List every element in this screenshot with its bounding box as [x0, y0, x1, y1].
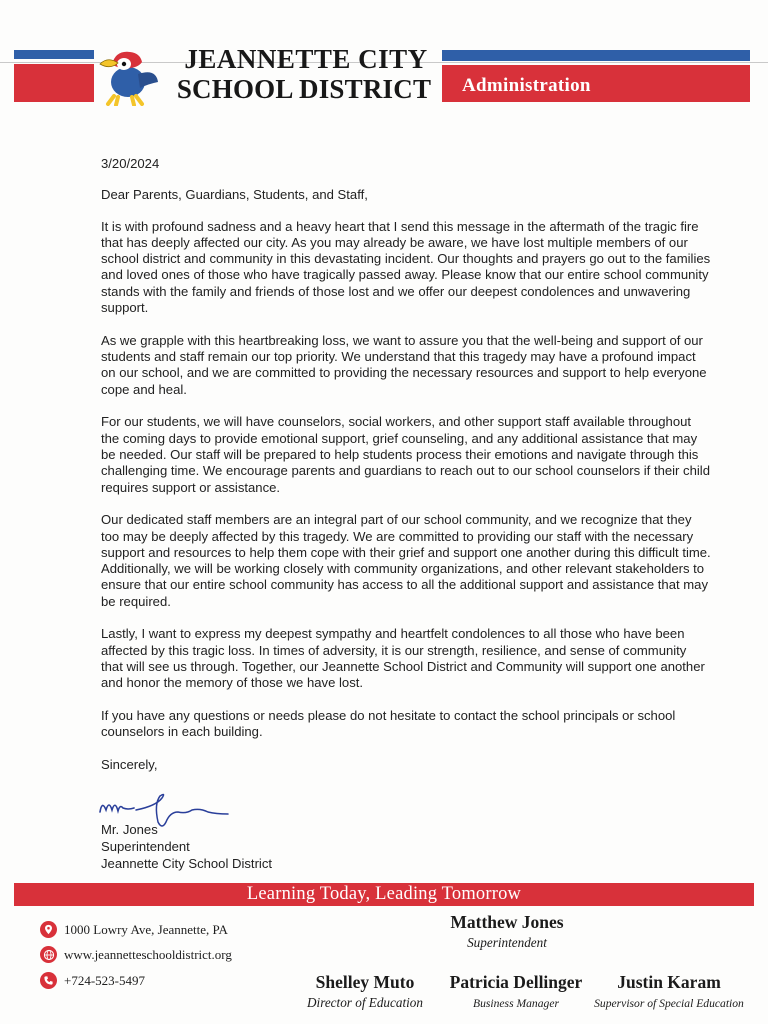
staff-name: Matthew Jones — [450, 912, 564, 932]
letter-closing: Sincerely, — [101, 756, 158, 772]
district-name-line2: SCHOOL DISTRICT — [176, 74, 432, 104]
letter-paragraph: For our students, we will have counselors, social workers, and other support staff available throughout the coming days to provide emotional support, grief counseling, and any additional assistance that may be needed. Our staff will be prepared to help students process their emotions and navigate through this challenging time. We encourage parents and guardians to reach out to our school counselors if their child requires support or assistance. — [101, 414, 710, 495]
staff-title: Superintendent — [467, 935, 547, 950]
signer-title: Superintendent — [101, 838, 190, 854]
website-link[interactable]: www.jeannetteschooldistrict.org — [64, 946, 232, 962]
contact-address — [40, 921, 228, 938]
staff-name: Patricia Dellinger — [449, 972, 583, 992]
staff-title: Business Manager — [473, 997, 559, 1010]
globe-icon — [40, 946, 57, 963]
jayhawk-mascot-icon — [94, 44, 162, 106]
letter-paragraph: As we grapple with this heartbreaking loss, we want to assure you that the well-being and support of our students and staff remain our top priority. We understand that this tragedy may have a profound impact on our school, and we are committed to providing the necessary resources and support to help everyone cope and heal. — [101, 332, 707, 397]
letter-salutation: Dear Parents, Guardians, Students, and Staff, — [101, 187, 368, 203]
address-text: 1000 Lowry Ave, Jeannette, PA — [64, 921, 228, 937]
signer-name: Mr. Jones — [101, 822, 158, 837]
motto-text: Learning Today, Leading Tomorrow — [246, 884, 522, 904]
staff-special-education — [578, 972, 760, 1012]
letter-paragraph: It is with profound sadness and a heavy heart that I send this message in the aftermath of the tragic fire that has deeply affected our city. As you may already be aware, we have lost multiple members of our school district and community in this devastating incident. Our thoughts and prayers go out to the families and loved ones of those who have tragically passed away. Please know that our entire school community stands with the family and friends of those lost and we offer our deepest condolences and unwavering support. — [101, 218, 711, 316]
phone-icon — [40, 972, 57, 989]
letter-paragraph: If you have any questions or needs please do not hesitate to contact the school principals or school counselors in each building. — [101, 707, 676, 740]
signer-organization: Jeannette City School District — [101, 855, 273, 871]
motto-banner — [14, 883, 754, 906]
contact-website — [40, 946, 232, 963]
district-name — [166, 46, 442, 103]
department-label: Administration — [462, 75, 591, 96]
staff-title: Director of Education — [307, 995, 423, 1010]
staff-title: Supervisor of Special Education — [594, 997, 744, 1010]
phone-text: +724-523-5497 — [64, 972, 145, 988]
staff-name: Justin Karam — [617, 972, 721, 992]
staff-business-manager — [436, 972, 596, 1012]
letter-body — [101, 156, 711, 773]
letter-paragraph: Lastly, I want to express my deepest sympathy and heartfelt condolences to all those who have been affected by this tragic loss. In times of adversity, it is our strength, resilience, and sense of community that will see us through. Together, our Jeannette School District and Community will support one another and honor the memory of those we have lost. — [101, 626, 705, 691]
letter-date: 3/20/2024 — [101, 156, 160, 171]
staff-superintendent — [402, 912, 612, 951]
staff-name: Shelley Muto — [315, 972, 415, 992]
contact-phone — [40, 972, 145, 989]
letter-paragraph: Our dedicated staff members are an integral part of our school community, and we recognize that they too may be deeply affected by this tragedy. We are committed to providing our staff with the necessary support and resources to help them cope with their grief and support one another during this difficult time. Additionally, we will be working closely with community organizations, and other relevant stakeholders to ensure that our entire school community has access to all the additional support and assistance that may be required. — [101, 512, 711, 609]
signoff-block — [101, 822, 272, 872]
location-pin-icon — [40, 921, 57, 938]
letterhead-blue-stripe-left — [14, 50, 94, 59]
staff-director-education — [290, 972, 440, 1011]
district-name-line1: JEANNETTE CITY — [184, 44, 428, 74]
letterhead-blue-stripe-right — [442, 50, 750, 61]
letterhead-red-stripe-left — [14, 64, 94, 102]
